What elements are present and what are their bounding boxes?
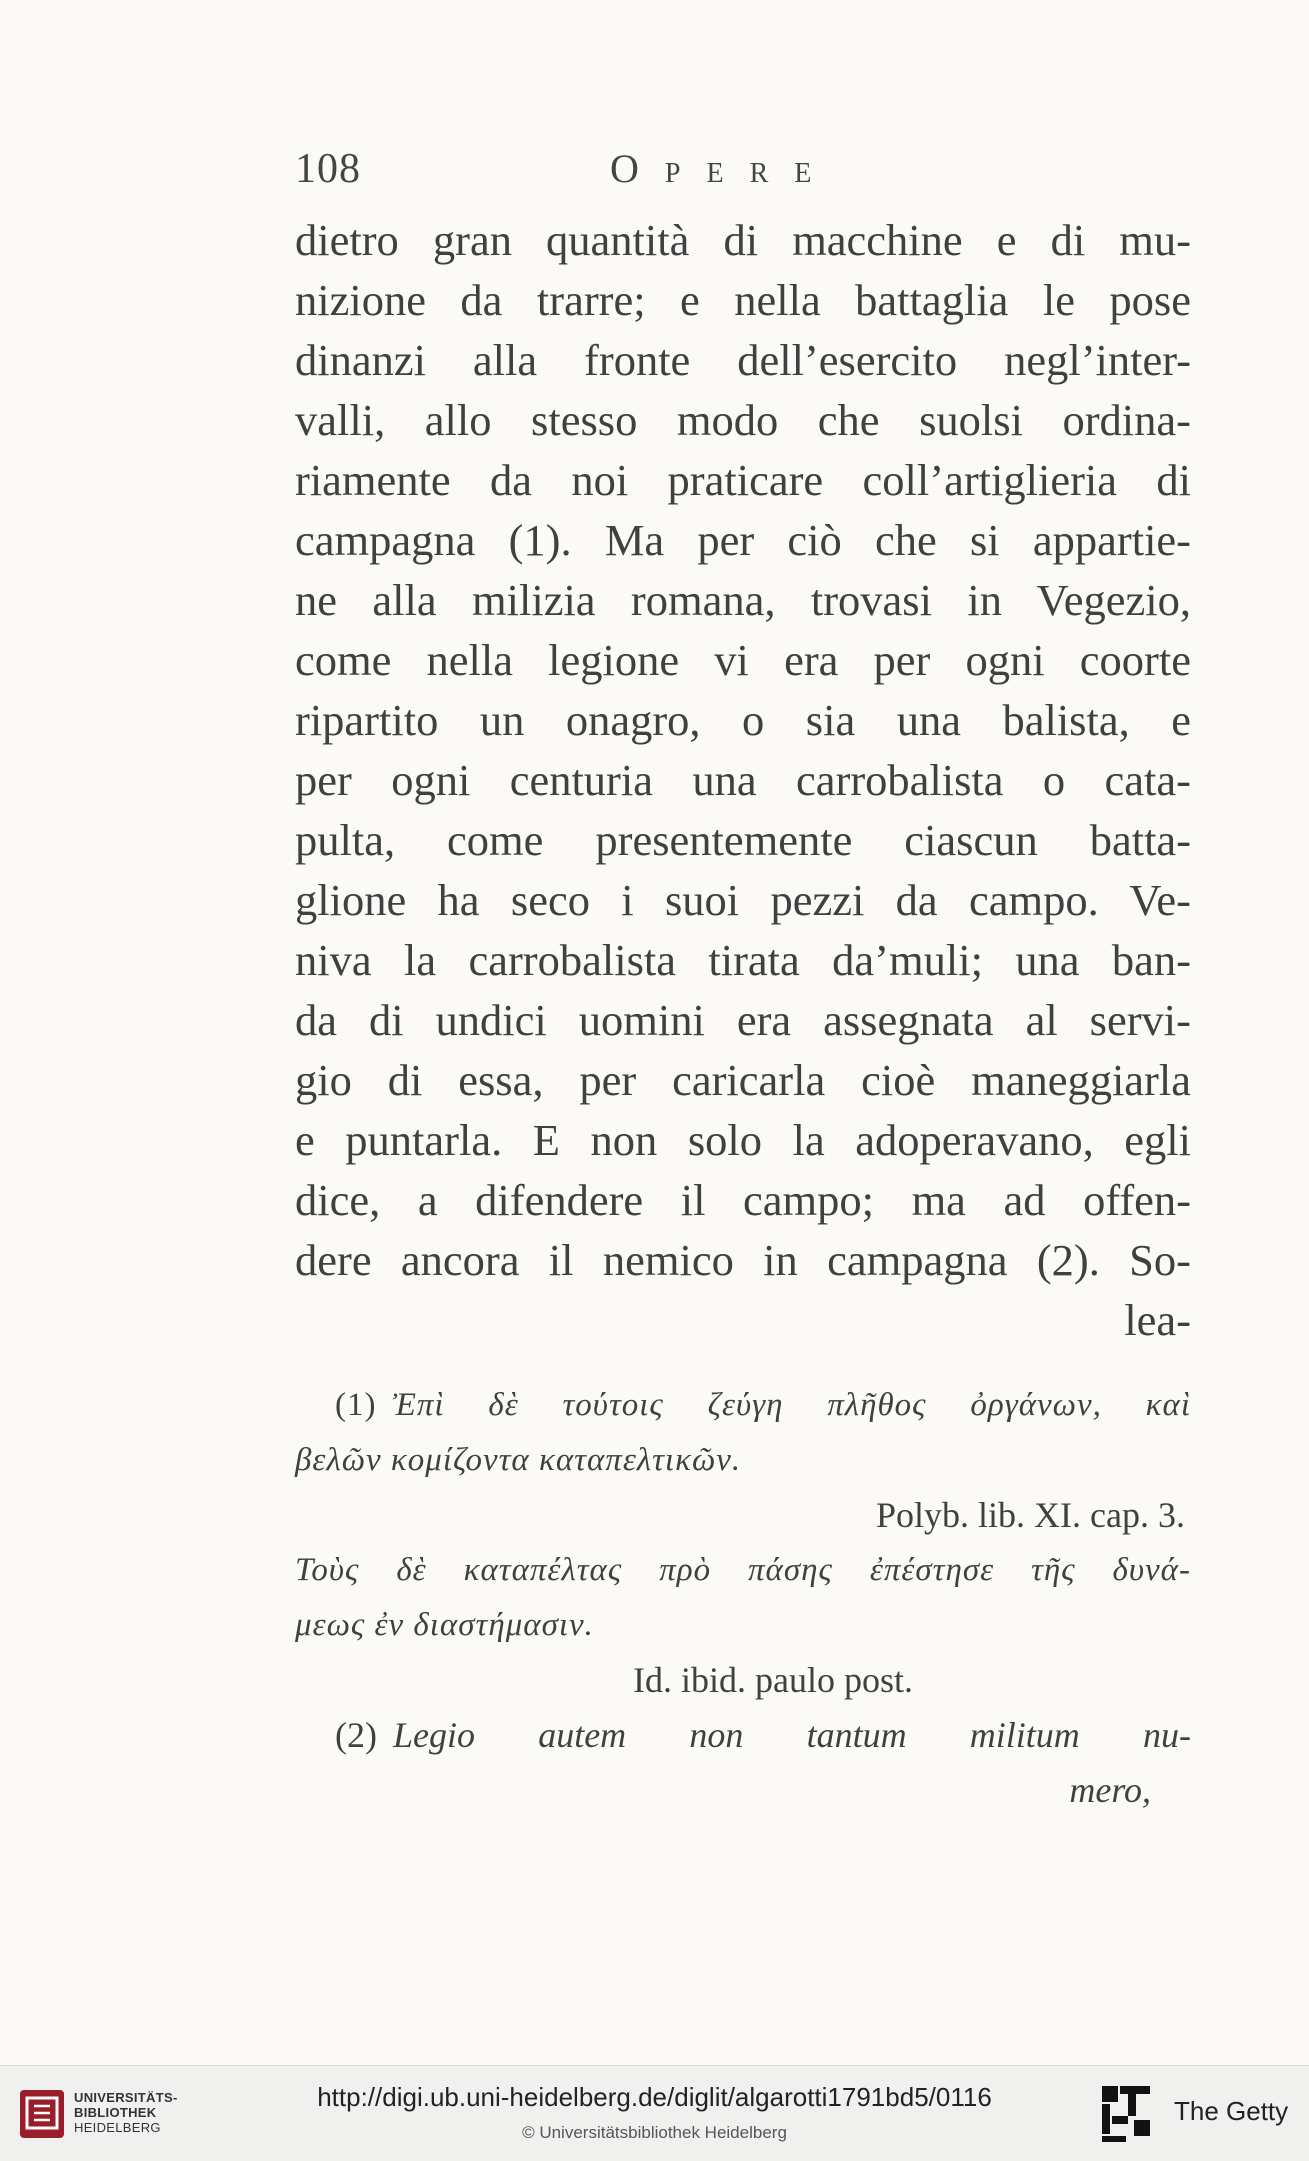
footnote-1-line: μεως ἐν διαστήμασιν. [295, 1607, 594, 1643]
body-line: ripartito un onagro, o sia una balista, e [295, 695, 1191, 745]
running-title: Opere [610, 146, 838, 191]
footnote-citation: Id. ibid. paulo post. [633, 1660, 913, 1700]
footnote-1-line: Τοὺς δὲ καταπέλτας πρὸ πάσης ἐπέστησε τῆς δυνά- [295, 1552, 1191, 1588]
body-line: per ogni centuria una carrobalista o cata- [295, 755, 1191, 805]
body-line: pulta, come presentemente ciascun batta- [295, 815, 1191, 865]
catchword: lea- [1124, 1295, 1191, 1345]
body-line: dinanzi alla fronte dell’esercito negl’inter- [295, 335, 1191, 385]
body-line: ne alla milizia romana, trovasi in Vegezio, [295, 575, 1191, 625]
footnote-1-line [295, 1378, 1191, 1433]
page-number: 108 [295, 146, 361, 192]
body-line: valli, allo stesso modo che suolsi ordina- [295, 395, 1191, 445]
body-line: niva la carrobalista tirata da’muli; una ban- [295, 935, 1191, 985]
footnote-latin-text: Legio autem non tantum militum nu- [392, 1715, 1191, 1755]
viewer-footer [0, 2065, 1309, 2161]
copyright-notice: © Universitätsbibliothek Heidelberg [522, 2123, 787, 2142]
getty-logo-icon [1098, 2082, 1154, 2146]
body-line: riamente da noi praticare coll’artiglieria di [295, 455, 1191, 505]
university-name-line: BIBLIOTHEK [74, 2105, 157, 2120]
university-name-line: UNIVERSITÄTS- [74, 2090, 178, 2105]
body-text [295, 210, 1191, 1350]
footnote-1-line: βελῶν κομίζοντα καταπελτικῶν. [295, 1442, 742, 1478]
body-line: dere ancora il nemico in campagna (2). So- [295, 1235, 1191, 1285]
body-line: come nella legione vi era per ogni coorte [295, 635, 1191, 685]
body-line: campagna (1). Ma per ciò che si appartie- [295, 515, 1191, 565]
footnote-citation: Polyb. lib. XI. cap. 3. [876, 1495, 1185, 1535]
footnote-marker: (2) [335, 1715, 377, 1755]
getty-name: The Getty [1174, 2096, 1289, 2126]
footnote-2-line [295, 1708, 1191, 1763]
body-line: nizione da trarre; e nella battaglia le pose [295, 275, 1191, 325]
body-line: gio di essa, per caricarla cioè maneggiarla [295, 1055, 1191, 1105]
page-header [295, 145, 1195, 201]
footnotes [295, 1378, 1191, 1818]
footnote-marker: (1) [335, 1387, 377, 1423]
body-line: dietro gran quantità di macchine e di mu- [295, 215, 1191, 265]
body-line: da di undici uomini era assegnata al servi- [295, 995, 1191, 1045]
footnote-catchword: mero, [1069, 1770, 1151, 1810]
body-line: glione ha seco i suoi pezzi da campo. Ve- [295, 875, 1191, 925]
university-name-line: HEIDELBERG [74, 2120, 161, 2135]
permalink-url[interactable]: http://digi.ub.uni-heidelberg.de/diglit/algarotti1791bd5/0116 [317, 2082, 992, 2112]
footnote-greek-text: Ἐπὶ δὲ τούτοις ζεύγη πλῆθος ὀργάνων, καὶ [392, 1387, 1191, 1423]
body-line: e puntarla. E non solo la adoperavano, egli [295, 1115, 1191, 1165]
body-line: dice, a difendere il campo; ma ad offen- [295, 1175, 1191, 1225]
